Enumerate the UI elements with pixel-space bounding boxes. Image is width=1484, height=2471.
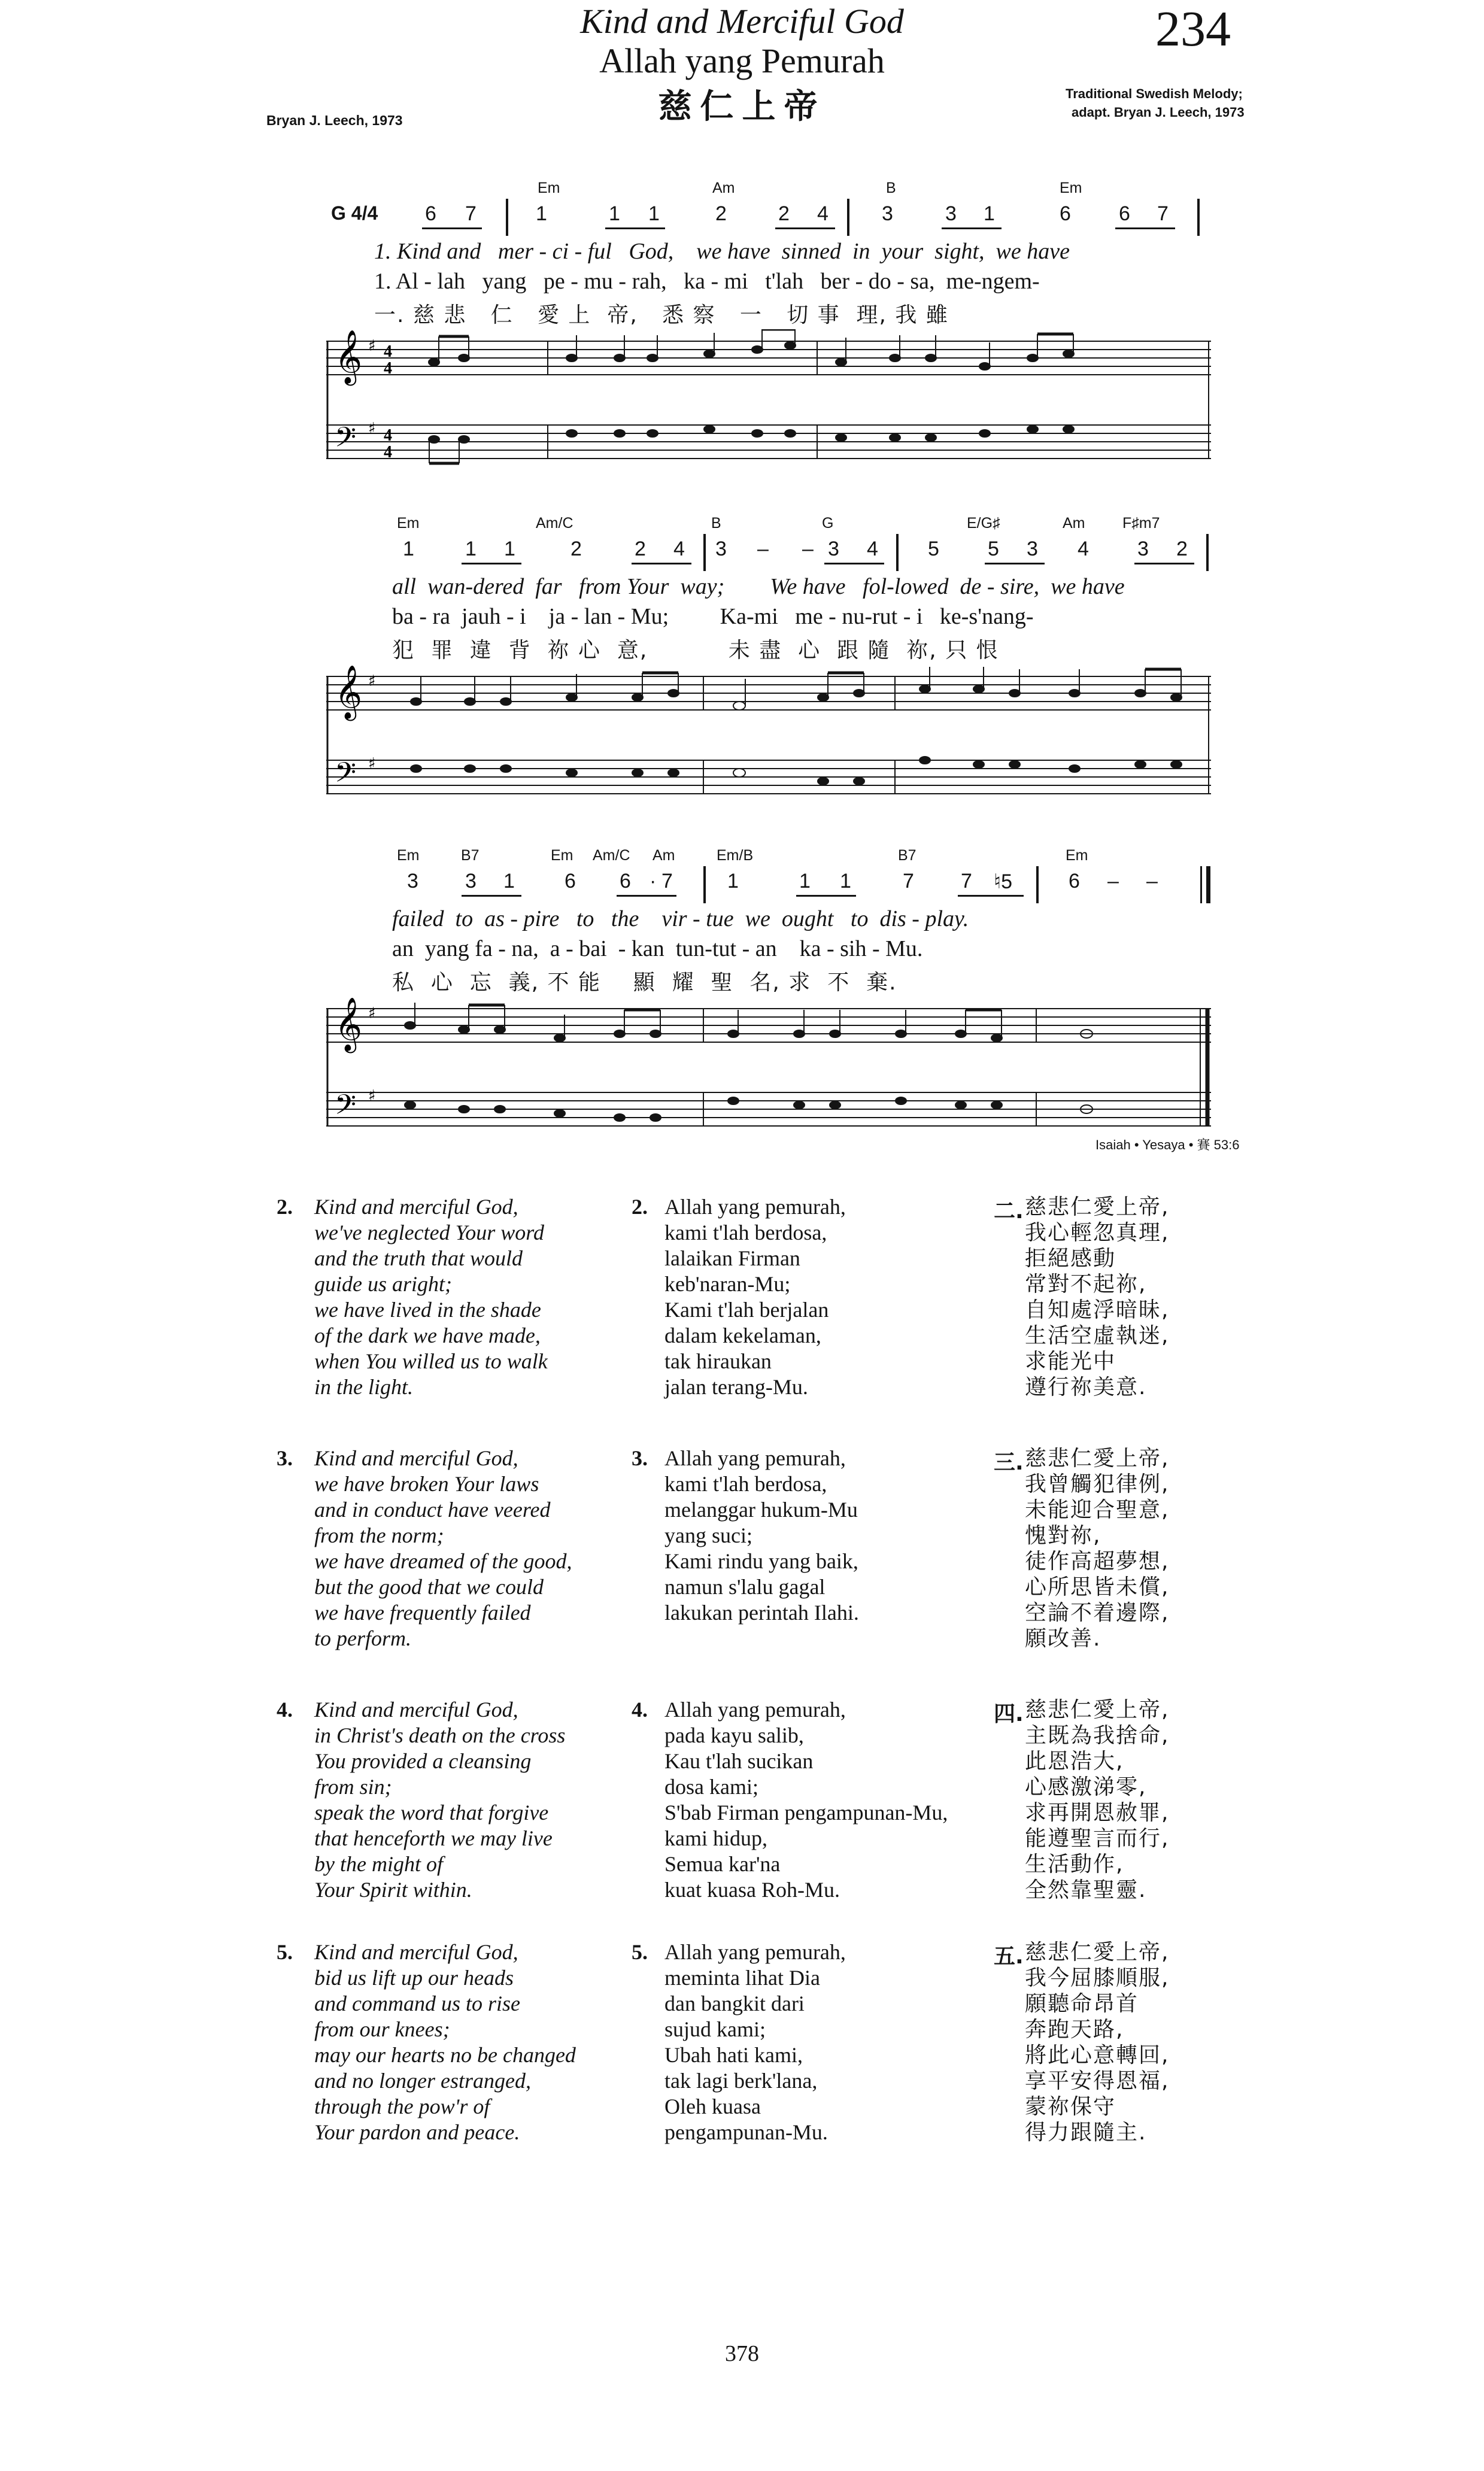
verse-line: by the might of [314, 1852, 443, 1876]
verse-number: 2. [632, 1195, 648, 1219]
verse-line: keb'naran-Mu; [664, 1272, 791, 1296]
verse-number: 5. [277, 1940, 293, 1964]
verse-3-english [314, 1446, 572, 1652]
staff-notation [326, 329, 1212, 485]
verse-line: 心感激涕零, [1025, 1775, 1147, 1799]
chord: Em [1060, 180, 1082, 196]
lyric-indonesian: ba - ra jauh - i ja - lan - Mu; Ka-mi me - nu-rut - i ke-s'nang- [392, 604, 1034, 629]
verse-line: 願改善. [1025, 1626, 1101, 1651]
lyric-indonesian: 1. Al - lah yang pe - mu - rah, ka - mi t'lah ber - do - sa, me-ngem- [374, 269, 1040, 294]
svg-text:♯: ♯ [368, 337, 376, 355]
verse-line: 慈悲仁愛上帝, [1025, 1195, 1170, 1219]
jianpu-note: 1 [727, 870, 739, 893]
treble-clef-icon: 𝄞 [335, 997, 363, 1051]
verse-line: pada kayu salib, [664, 1723, 804, 1747]
jianpu-note: 1 [403, 538, 414, 560]
chord: F♯m7 [1122, 515, 1160, 532]
verse-line: 常對不起祢, [1025, 1272, 1147, 1297]
jianpu-note: 1 [465, 538, 477, 560]
verse-line: Your pardon and peace. [314, 2120, 520, 2144]
verse-line: Kau t'lah sucikan [664, 1749, 814, 1773]
verse-4-indonesian [664, 1697, 948, 1903]
bass-clef-icon: 𝄢 [335, 757, 357, 796]
verse-line: from the norm; [314, 1523, 444, 1547]
verse-line: and the truth that would [314, 1246, 523, 1270]
page-number: 378 [725, 2341, 759, 2366]
verse-line: Allah yang pemurah, [664, 1940, 846, 1964]
verse-line: 慈悲仁愛上帝, [1025, 1698, 1170, 1722]
verse-line: melanggar hukum-Mu [664, 1498, 858, 1522]
verse-line: 自知處浮暗昧, [1025, 1298, 1170, 1322]
verse-line: 能遵聖言而行, [1025, 1826, 1170, 1851]
lyric-chinese: 一. 慈 悲 仁 愛 上 帝, 悉 察 一 切 事 理, 我 雖 [374, 303, 949, 327]
lyric-english: 1. Kind and mer - ci - ful God, we have sinned in your sight, we have [374, 239, 1070, 264]
verse-line: 徒作高超夢想, [1025, 1549, 1170, 1574]
chord: Em [1066, 847, 1088, 864]
jianpu-note: 5 [928, 538, 939, 560]
verse-line: lakukan perintah Ilahi. [664, 1601, 859, 1625]
verse-line: we have lived in the shade [314, 1298, 541, 1322]
verse-line: Oleh kuasa [664, 2094, 761, 2118]
verse-line: tak lagi berk'lana, [664, 2069, 818, 2093]
verse-line: Kind and merciful God, [314, 1698, 518, 1722]
svg-text:♯: ♯ [368, 420, 376, 438]
music-system-3 [326, 847, 1212, 1146]
verse-number: 4. [632, 1698, 648, 1722]
svg-text:4: 4 [384, 443, 392, 462]
verse-line: 願聽命昂首 [1025, 1992, 1139, 2016]
verse-number: 3. [277, 1446, 293, 1470]
verse-line: guide us aright; [314, 1272, 452, 1296]
verse-line: and no longer estranged, [314, 2069, 531, 2093]
verse-line: lalaikan Firman [664, 1246, 800, 1270]
jianpu-note: 2 [715, 202, 727, 225]
verse-line: 心所思皆未償, [1025, 1575, 1170, 1599]
tune-source-line-2: adapt. Bryan J. Leech, 1973 [1072, 105, 1245, 120]
verse-line: 將此心意轉回, [1025, 2043, 1170, 2068]
grand-staff [326, 664, 1212, 823]
jianpu-note: – [1146, 870, 1158, 893]
numbered-notation [326, 538, 1212, 573]
verse-line: Kami rindu yang baik, [664, 1549, 858, 1573]
chord: Am [712, 180, 735, 196]
verse-line: of the dark we have made, [314, 1323, 541, 1347]
jianpu-note: 3 [882, 202, 893, 225]
verse-line: 未能迎合聖意, [1025, 1498, 1170, 1522]
lyric-chinese: 犯 罪 違 背 祢 心 意, 未 盡 心 跟 隨 祢, 只 恨 [392, 638, 999, 663]
verse-line: 奔跑天路, [1025, 2017, 1124, 2042]
verse-line: 遵行祢美意. [1025, 1375, 1147, 1400]
grand-staff [326, 997, 1212, 1155]
numbered-notation [326, 870, 1212, 906]
key-signature: G 4/4 [331, 202, 378, 224]
jianpu-note: 2 [778, 202, 790, 225]
verse-line: 全然靠聖靈. [1025, 1878, 1147, 1902]
treble-clef-icon: 𝄞 [335, 330, 363, 384]
jianpu-note: 1 [799, 870, 811, 893]
verse-2-english [314, 1194, 548, 1400]
verse-line: yang suci; [664, 1523, 752, 1547]
verse-line: dan bangkit dari [664, 1992, 805, 2015]
verse-line: from our knees; [314, 2017, 450, 2041]
jianpu-note: 2 [1176, 538, 1188, 560]
jianpu-note: 3 [715, 538, 727, 560]
verse-line: Kind and merciful God, [314, 1446, 518, 1470]
verse-line: Kind and merciful God, [314, 1940, 518, 1964]
jianpu-note: – [1107, 870, 1119, 893]
chord: B [886, 180, 896, 196]
verse-line: Your Spirit within. [314, 1878, 472, 1902]
jianpu-note: 4 [867, 538, 878, 560]
jianpu-note: 7 [903, 870, 914, 893]
verse-line: Kind and merciful God, [314, 1195, 518, 1219]
verse-line: 空論不着邊際, [1025, 1601, 1170, 1625]
verse-number: 2. [277, 1195, 293, 1219]
chord: E/G♯ [967, 515, 1000, 532]
verse-line: 得力跟隨主. [1025, 2120, 1147, 2145]
verse-line: may our hearts no be changed [314, 2043, 576, 2067]
jianpu-note: 7 [661, 870, 673, 893]
jianpu-note: · [650, 870, 657, 893]
hymn-title-chinese: 慈仁上帝 [658, 87, 826, 126]
svg-text:4: 4 [384, 342, 392, 361]
verse-line: 我曾觸犯律例, [1025, 1472, 1170, 1496]
verse-line: 我今屈膝順服, [1025, 1966, 1170, 1990]
hymn-title-indonesian: Allah yang Pemurah [599, 41, 885, 80]
svg-text:♯: ♯ [368, 672, 376, 690]
verse-line: 蒙祢保守 [1025, 2094, 1116, 2119]
verse-line: through the pow'r of [314, 2094, 490, 2118]
verse-3-chinese [1025, 1446, 1169, 1652]
verse-4-english [314, 1697, 565, 1903]
chord: Em/B [717, 847, 754, 864]
jianpu-note: – [802, 538, 814, 560]
verse-line: 享平安得恩福, [1025, 2069, 1170, 2093]
staff-notation [326, 997, 1212, 1152]
bass-clef-icon: 𝄢 [335, 1089, 357, 1128]
verse-line: namun s'lalu gagal [664, 1575, 826, 1599]
jianpu-note: 3 [1137, 538, 1149, 560]
jianpu-note: 6 [425, 202, 436, 225]
jianpu-note: – [757, 538, 769, 560]
chord: B7 [461, 847, 480, 864]
jianpu-note: 1 [840, 870, 851, 893]
jianpu-note: 4 [673, 538, 685, 560]
chord: Em [397, 515, 420, 532]
verse-line: and in conduct have veered [314, 1498, 551, 1522]
chord: Em [538, 180, 560, 196]
lyric-chinese: 私 心 忘 義, 不 能 顯 耀 聖 名, 求 不 棄. [392, 970, 897, 995]
verse-number-chinese: 二. [994, 1199, 1024, 1224]
staff-notation [326, 664, 1212, 820]
jianpu-note: ♮5 [994, 870, 1013, 893]
jianpu-note: 4 [1078, 538, 1089, 560]
lyric-english: all wan-dered far from Your way; We have fol-lowed de - sire, we have [392, 574, 1125, 599]
jianpu-note: 7 [465, 202, 477, 225]
jianpu-note: 6 [565, 870, 576, 893]
verse-line: but the good that we could [314, 1575, 544, 1599]
verse-line: kuat kuasa Roh-Mu. [664, 1878, 840, 1902]
verse-line: 生活動作, [1025, 1852, 1124, 1877]
lyric-indonesian: an yang fa - na, a - bai - kan tun-tut - an ka - sih - Mu. [392, 936, 923, 961]
chord: Em [397, 847, 420, 864]
jianpu-note: 3 [945, 202, 957, 225]
jianpu-note: 3 [407, 870, 418, 893]
jianpu-note: 2 [635, 538, 646, 560]
verse-line: tak hiraukan [664, 1349, 772, 1373]
verse-line: S'bab Firman pengampunan-Mu, [664, 1801, 948, 1825]
verse-line: 主既為我捨命, [1025, 1723, 1170, 1748]
jianpu-note: 1 [504, 538, 515, 560]
verse-line: Allah yang pemurah, [664, 1195, 846, 1219]
verse-number-chinese: 五. [994, 1944, 1024, 1969]
verse-line: kami t'lah berdosa, [664, 1472, 827, 1496]
jianpu-note: 6 [1119, 202, 1130, 225]
svg-text:♯: ♯ [368, 1004, 376, 1022]
svg-text:4: 4 [384, 426, 392, 445]
verse-line: 慈悲仁愛上帝, [1025, 1940, 1170, 1965]
verse-number: 5. [632, 1940, 648, 1964]
jianpu-note: 7 [961, 870, 972, 893]
verse-line: and command us to rise [314, 1992, 520, 2015]
verse-line: we've neglected Your word [314, 1221, 544, 1244]
lyric-english: failed to as - pire to the vir - tue we ought to dis - play. [392, 906, 969, 931]
music-system-1 [326, 180, 1212, 485]
verse-line: kami hidup, [664, 1826, 767, 1850]
chord: B [711, 515, 721, 532]
treble-clef-icon: 𝄞 [335, 665, 363, 719]
verse-line: Semua kar'na [664, 1852, 781, 1876]
verse-line: jalan terang-Mu. [664, 1375, 808, 1399]
verse-5-english [314, 1939, 576, 2145]
chord: Am [653, 847, 675, 864]
verse-line: 愧對祢, [1025, 1523, 1101, 1548]
jianpu-note: 1 [503, 870, 515, 893]
verse-number-chinese: 三. [994, 1450, 1024, 1475]
verse-line: You provided a cleansing [314, 1749, 532, 1773]
verse-line: in Christ's death on the cross [314, 1723, 566, 1747]
grand-staff [326, 329, 1212, 488]
verse-line: when You willed us to walk [314, 1349, 548, 1373]
jianpu-note: 7 [1157, 202, 1169, 225]
jianpu-note: 1 [984, 202, 995, 225]
chord-row [326, 515, 1212, 539]
verse-line: Kami t'lah berjalan [664, 1298, 829, 1322]
verse-line: 生活空虛執迷, [1025, 1323, 1170, 1348]
verse-line: pengampunan-Mu. [664, 2120, 828, 2144]
verse-line: to perform. [314, 1626, 411, 1650]
verse-line: Allah yang pemurah, [664, 1698, 846, 1722]
verse-line: meminta lihat Dia [664, 1966, 820, 1990]
verse-line: we have frequently failed [314, 1601, 531, 1625]
author-credit: Bryan J. Leech, 1973 [266, 113, 403, 128]
verse-number: 4. [277, 1698, 293, 1722]
verse-4-chinese [1025, 1697, 1169, 1903]
jianpu-note: 3 [465, 870, 477, 893]
svg-text:♯: ♯ [368, 1087, 376, 1105]
scripture-reference: Isaiah • Yesaya • 賽 53:6 [1095, 1137, 1240, 1152]
verse-line: 求能光中 [1025, 1349, 1116, 1374]
verse-line: 此恩浩大, [1025, 1749, 1124, 1774]
verse-line: we have dreamed of the good, [314, 1549, 572, 1573]
verse-3-indonesian [664, 1446, 859, 1626]
verse-line: kami t'lah berdosa, [664, 1221, 827, 1244]
verse-2-chinese [1025, 1194, 1169, 1400]
numbered-notation [326, 202, 1212, 238]
music-system-2 [326, 515, 1212, 814]
jianpu-note: 1 [609, 202, 620, 225]
chord-row [326, 847, 1212, 871]
jianpu-note: 1 [536, 202, 547, 225]
verse-line: dalam kekelaman, [664, 1323, 821, 1347]
verse-line: bid us lift up our heads [314, 1966, 514, 1990]
chord: Am/C [536, 515, 573, 532]
verse-line: that henceforth we may live [314, 1826, 553, 1850]
verse-number: 3. [632, 1446, 648, 1470]
svg-text:4: 4 [384, 359, 392, 378]
bass-clef-icon: 𝄢 [335, 421, 357, 460]
jianpu-note: 3 [1027, 538, 1038, 560]
hymn-title-english: Kind and Merciful God [580, 2, 904, 41]
verse-line: 我心輕忽真理, [1025, 1221, 1170, 1245]
chord: Em [551, 847, 573, 864]
tune-source-line-1: Traditional Swedish Melody; [1066, 86, 1243, 101]
jianpu-note: 3 [828, 538, 839, 560]
svg-text:♯: ♯ [368, 755, 376, 773]
verse-line: dosa kami; [664, 1775, 758, 1799]
jianpu-note: 6 [1060, 202, 1071, 225]
verse-line: Allah yang pemurah, [664, 1446, 846, 1470]
jianpu-note: 2 [570, 538, 582, 560]
verse-line: Ubah hati kami, [664, 2043, 803, 2067]
jianpu-note: 6 [1069, 870, 1080, 893]
verse-5-indonesian [664, 1939, 846, 2145]
verse-line: sujud kami; [664, 2017, 766, 2041]
chord-row [326, 180, 1212, 204]
chord: Am/C [593, 847, 630, 864]
chord: G [822, 515, 834, 532]
jianpu-note: 1 [648, 202, 660, 225]
jianpu-note: 5 [988, 538, 999, 560]
verse-line: speak the word that forgive [314, 1801, 549, 1825]
verse-line: we have broken Your laws [314, 1472, 539, 1496]
verse-line: 慈悲仁愛上帝, [1025, 1446, 1170, 1471]
jianpu-note: 6 [620, 870, 631, 893]
verse-number-chinese: 四. [994, 1702, 1024, 1726]
verse-line: 拒絕感動 [1025, 1246, 1116, 1271]
chord: Am [1063, 515, 1085, 532]
hymn-number: 234 [1155, 1, 1231, 57]
verse-2-indonesian [664, 1194, 846, 1400]
jianpu-note: 4 [817, 202, 829, 225]
verse-line: from sin; [314, 1775, 392, 1799]
verse-line: in the light. [314, 1375, 413, 1399]
verse-line: 求再開恩赦罪, [1025, 1801, 1170, 1825]
chord: B7 [898, 847, 917, 864]
verse-5-chinese [1025, 1939, 1169, 2145]
